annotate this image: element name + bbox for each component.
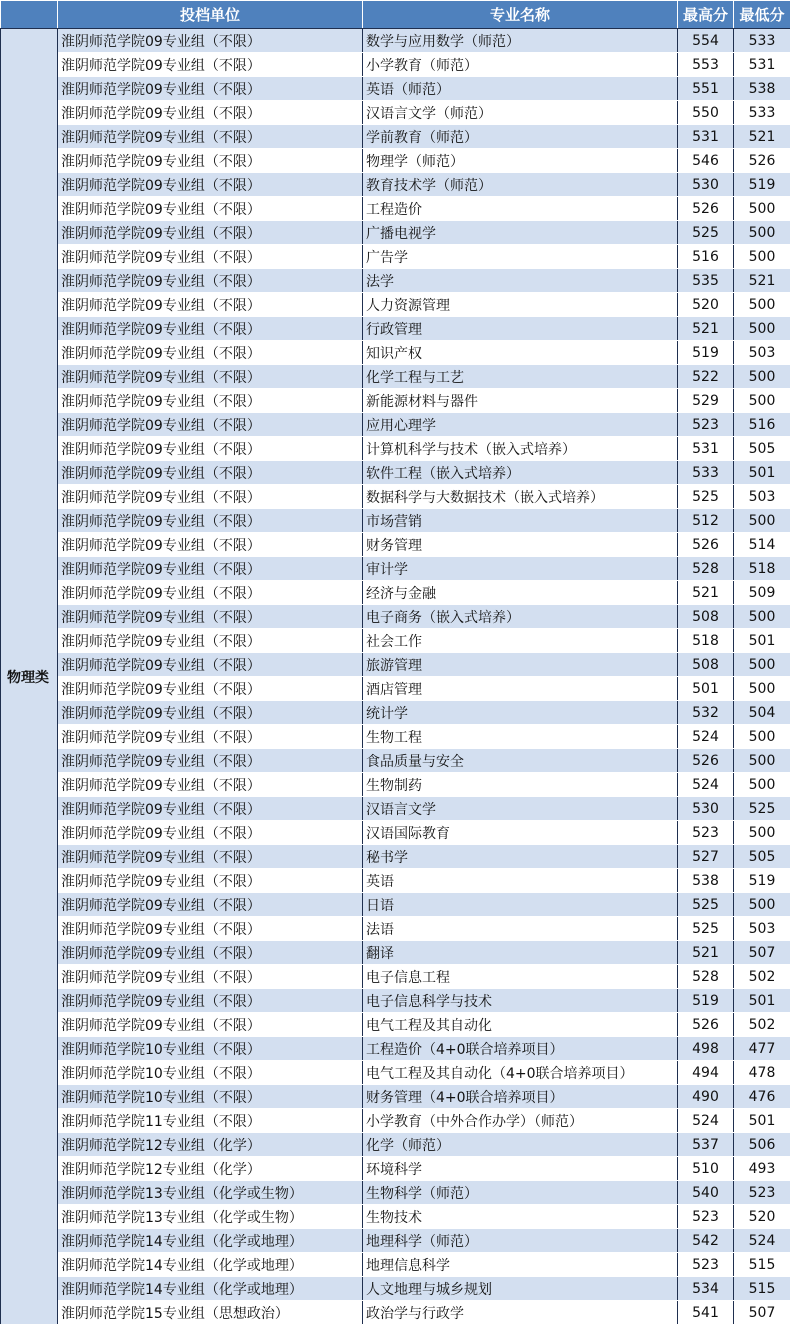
unit-cell: 淮阴师范学院09专业组（不限） [58,293,363,317]
min-score-cell: 500 [734,389,790,413]
unit-cell: 淮阴师范学院09专业组（不限） [58,317,363,341]
major-cell: 生物科学（师范） [363,1181,678,1205]
min-score-cell: 500 [734,821,790,845]
max-score-cell: 553 [678,53,734,77]
major-cell: 人力资源管理 [363,293,678,317]
major-cell: 化学工程与工艺 [363,365,678,389]
unit-cell: 淮阴师范学院09专业组（不限） [58,773,363,797]
table-row [1,197,790,221]
min-score-cell: 476 [734,1085,790,1109]
max-score-cell: 521 [678,941,734,965]
table-row [1,53,790,77]
major-cell: 旅游管理 [363,653,678,677]
table-row [1,1277,790,1301]
table-row [1,269,790,293]
max-score-cell: 526 [678,1013,734,1037]
min-score-cell: 500 [734,725,790,749]
major-cell: 秘书学 [363,845,678,869]
major-cell: 生物工程 [363,725,678,749]
min-score-cell: 500 [734,677,790,701]
max-score-cell: 541 [678,1301,734,1325]
max-score-cell: 538 [678,869,734,893]
min-score-cell: 500 [734,773,790,797]
table-row [1,1109,790,1133]
min-score-cell: 507 [734,941,790,965]
max-score-cell: 550 [678,101,734,125]
major-cell: 学前教育（师范） [363,125,678,149]
max-score-cell: 526 [678,533,734,557]
max-score-cell: 512 [678,509,734,533]
min-score-cell: 500 [734,365,790,389]
unit-cell: 淮阴师范学院09专业组（不限） [58,125,363,149]
unit-cell: 淮阴师范学院09专业组（不限） [58,605,363,629]
major-cell: 统计学 [363,701,678,725]
max-score-cell: 508 [678,653,734,677]
major-cell: 市场营销 [363,509,678,533]
max-score-cell: 535 [678,269,734,293]
max-score-cell: 525 [678,485,734,509]
max-score-cell: 519 [678,989,734,1013]
unit-cell: 淮阴师范学院14专业组（化学或地理） [58,1253,363,1277]
min-score-cell: 500 [734,653,790,677]
table-row [1,149,790,173]
min-score-cell: 500 [734,509,790,533]
table-row [1,1133,790,1157]
table-row [1,245,790,269]
category-cell: 物理类 [1,29,58,1325]
major-cell: 教育技术学（师范） [363,173,678,197]
unit-cell: 淮阴师范学院09专业组（不限） [58,893,363,917]
table-row [1,557,790,581]
min-score-cell: 521 [734,269,790,293]
min-score-cell: 521 [734,125,790,149]
unit-cell: 淮阴师范学院09专业组（不限） [58,581,363,605]
min-score-cell: 503 [734,917,790,941]
table-row [1,293,790,317]
major-cell: 应用心理学 [363,413,678,437]
min-score-cell: 538 [734,77,790,101]
unit-cell: 淮阴师范学院09专业组（不限） [58,797,363,821]
major-cell: 工程造价 [363,197,678,221]
max-score-cell: 518 [678,629,734,653]
table-row [1,821,790,845]
table-row [1,629,790,653]
header-corner [1,1,58,29]
max-score-cell: 523 [678,1253,734,1277]
major-cell: 广播电视学 [363,221,678,245]
major-cell: 电子商务（嵌入式培养） [363,605,678,629]
min-score-cell: 504 [734,701,790,725]
header-max-score: 最高分 [678,1,734,29]
major-cell: 生物技术 [363,1205,678,1229]
table-row [1,461,790,485]
major-cell: 电气工程及其自动化（4+0联合培养项目） [363,1061,678,1085]
max-score-cell: 527 [678,845,734,869]
table-row [1,701,790,725]
table-row [1,653,790,677]
unit-cell: 淮阴师范学院09专业组（不限） [58,917,363,941]
unit-cell: 淮阴师范学院09专业组（不限） [58,365,363,389]
table-row [1,101,790,125]
major-cell: 新能源材料与器件 [363,389,678,413]
unit-cell: 淮阴师范学院09专业组（不限） [58,1013,363,1037]
max-score-cell: 537 [678,1133,734,1157]
max-score-cell: 551 [678,77,734,101]
unit-cell: 淮阴师范学院09专业组（不限） [58,989,363,1013]
unit-cell: 淮阴师范学院15专业组（思想政治） [58,1301,363,1325]
unit-cell: 淮阴师范学院09专业组（不限） [58,173,363,197]
min-score-cell: 505 [734,845,790,869]
unit-cell: 淮阴师范学院09专业组（不限） [58,389,363,413]
unit-cell: 淮阴师范学院11专业组（不限） [58,1109,363,1133]
major-cell: 人文地理与城乡规划 [363,1277,678,1301]
major-cell: 财务管理 [363,533,678,557]
min-score-cell: 516 [734,413,790,437]
min-score-cell: 502 [734,1013,790,1037]
max-score-cell: 531 [678,437,734,461]
table-row [1,533,790,557]
max-score-cell: 525 [678,917,734,941]
unit-cell: 淮阴师范学院09专业组（不限） [58,941,363,965]
table-row [1,1205,790,1229]
table-row [1,1301,790,1325]
unit-cell: 淮阴师范学院09专业组（不限） [58,413,363,437]
major-cell: 英语 [363,869,678,893]
header-major: 专业名称 [363,1,678,29]
unit-cell: 淮阴师范学院09专业组（不限） [58,725,363,749]
max-score-cell: 524 [678,725,734,749]
table-row [1,1229,790,1253]
min-score-cell: 515 [734,1277,790,1301]
unit-cell: 淮阴师范学院10专业组（不限） [58,1085,363,1109]
major-cell: 软件工程（嵌入式培养） [363,461,678,485]
table-row [1,221,790,245]
table-row [1,1253,790,1277]
major-cell: 工程造价（4+0联合培养项目） [363,1037,678,1061]
major-cell: 地理科学（师范） [363,1229,678,1253]
unit-cell: 淮阴师范学院09专业组（不限） [58,701,363,725]
major-cell: 英语（师范） [363,77,678,101]
max-score-cell: 525 [678,893,734,917]
max-score-cell: 526 [678,749,734,773]
table-row [1,365,790,389]
unit-cell: 淮阴师范学院09专业组（不限） [58,869,363,893]
unit-cell: 淮阴师范学院09专业组（不限） [58,53,363,77]
table-row [1,125,790,149]
table-row [1,1013,790,1037]
max-score-cell: 531 [678,125,734,149]
table-row [1,173,790,197]
min-score-cell: 500 [734,245,790,269]
min-score-cell: 500 [734,317,790,341]
table-row [1,1061,790,1085]
unit-cell: 淮阴师范学院13专业组（化学或生物） [58,1205,363,1229]
major-cell: 财务管理（4+0联合培养项目） [363,1085,678,1109]
min-score-cell: 531 [734,53,790,77]
major-cell: 广告学 [363,245,678,269]
unit-cell: 淮阴师范学院10专业组（不限） [58,1061,363,1085]
unit-cell: 淮阴师范学院09专业组（不限） [58,269,363,293]
unit-cell: 淮阴师范学院13专业组（化学或生物） [58,1181,363,1205]
major-cell: 行政管理 [363,317,678,341]
major-cell: 生物制药 [363,773,678,797]
table-row [1,317,790,341]
header-min-score: 最低分 [734,1,790,29]
min-score-cell: 477 [734,1037,790,1061]
max-score-cell: 521 [678,581,734,605]
table-row [1,941,790,965]
max-score-cell: 534 [678,1277,734,1301]
major-cell: 法学 [363,269,678,293]
unit-cell: 淮阴师范学院09专业组（不限） [58,461,363,485]
major-cell: 汉语言文学 [363,797,678,821]
table-body [1,29,790,1325]
min-score-cell: 500 [734,221,790,245]
max-score-cell: 522 [678,365,734,389]
unit-cell: 淮阴师范学院09专业组（不限） [58,485,363,509]
table-row [1,1085,790,1109]
major-cell: 小学教育（中外合作办学）（师范） [363,1109,678,1133]
unit-cell: 淮阴师范学院09专业组（不限） [58,341,363,365]
min-score-cell: 501 [734,1109,790,1133]
max-score-cell: 554 [678,29,734,53]
unit-cell: 淮阴师范学院09专业组（不限） [58,653,363,677]
major-cell: 汉语国际教育 [363,821,678,845]
min-score-cell: 503 [734,341,790,365]
unit-cell: 淮阴师范学院09专业组（不限） [58,557,363,581]
major-cell: 食品质量与安全 [363,749,678,773]
min-score-cell: 519 [734,173,790,197]
max-score-cell: 520 [678,293,734,317]
max-score-cell: 526 [678,197,734,221]
min-score-cell: 518 [734,557,790,581]
min-score-cell: 526 [734,149,790,173]
max-score-cell: 546 [678,149,734,173]
max-score-cell: 540 [678,1181,734,1205]
unit-cell: 淮阴师范学院09专业组（不限） [58,509,363,533]
min-score-cell: 509 [734,581,790,605]
min-score-cell: 524 [734,1229,790,1253]
max-score-cell: 528 [678,965,734,989]
table-row [1,485,790,509]
table-row [1,893,790,917]
unit-cell: 淮阴师范学院14专业组（化学或地理） [58,1229,363,1253]
min-score-cell: 525 [734,797,790,821]
min-score-cell: 500 [734,893,790,917]
major-cell: 环境科学 [363,1157,678,1181]
max-score-cell: 524 [678,1109,734,1133]
table-row [1,77,790,101]
min-score-cell: 500 [734,605,790,629]
unit-cell: 淮阴师范学院09专业组（不限） [58,437,363,461]
major-cell: 地理信息科学 [363,1253,678,1277]
major-cell: 经济与金融 [363,581,678,605]
major-cell: 法语 [363,917,678,941]
min-score-cell: 514 [734,533,790,557]
major-cell: 政治学与行政学 [363,1301,678,1325]
major-cell: 审计学 [363,557,678,581]
max-score-cell: 490 [678,1085,734,1109]
max-score-cell: 530 [678,797,734,821]
min-score-cell: 500 [734,293,790,317]
major-cell: 汉语言文学（师范） [363,101,678,125]
table-row [1,605,790,629]
table-row [1,29,790,53]
unit-cell: 淮阴师范学院09专业组（不限） [58,197,363,221]
table-row [1,773,790,797]
min-score-cell: 533 [734,29,790,53]
major-cell: 化学（师范） [363,1133,678,1157]
major-cell: 电气工程及其自动化 [363,1013,678,1037]
min-score-cell: 502 [734,965,790,989]
min-score-cell: 501 [734,629,790,653]
unit-cell: 淮阴师范学院09专业组（不限） [58,749,363,773]
major-cell: 日语 [363,893,678,917]
unit-cell: 淮阴师范学院09专业组（不限） [58,965,363,989]
unit-cell: 淮阴师范学院09专业组（不限） [58,77,363,101]
min-score-cell: 505 [734,437,790,461]
major-cell: 数学与应用数学（师范） [363,29,678,53]
max-score-cell: 494 [678,1061,734,1085]
max-score-cell: 508 [678,605,734,629]
major-cell: 电子信息工程 [363,965,678,989]
table-row [1,677,790,701]
major-cell: 电子信息科学与技术 [363,989,678,1013]
table-row [1,341,790,365]
min-score-cell: 501 [734,461,790,485]
min-score-cell: 478 [734,1061,790,1085]
major-cell: 物理学（师范） [363,149,678,173]
table-row [1,1037,790,1061]
table-row [1,1181,790,1205]
major-cell: 酒店管理 [363,677,678,701]
unit-cell: 淮阴师范学院09专业组（不限） [58,677,363,701]
table-row [1,509,790,533]
max-score-cell: 542 [678,1229,734,1253]
min-score-cell: 520 [734,1205,790,1229]
max-score-cell: 523 [678,413,734,437]
table-row [1,797,790,821]
min-score-cell: 500 [734,749,790,773]
unit-cell: 淮阴师范学院09专业组（不限） [58,629,363,653]
max-score-cell: 533 [678,461,734,485]
table-row [1,917,790,941]
min-score-cell: 523 [734,1181,790,1205]
min-score-cell: 500 [734,197,790,221]
min-score-cell: 515 [734,1253,790,1277]
unit-cell: 淮阴师范学院09专业组（不限） [58,845,363,869]
major-cell: 翻译 [363,941,678,965]
table-row [1,437,790,461]
max-score-cell: 521 [678,317,734,341]
min-score-cell: 533 [734,101,790,125]
unit-cell: 淮阴师范学院14专业组（化学或地理） [58,1277,363,1301]
max-score-cell: 530 [678,173,734,197]
unit-cell: 淮阴师范学院09专业组（不限） [58,101,363,125]
max-score-cell: 519 [678,341,734,365]
table-header-row [1,1,790,29]
table-row [1,749,790,773]
table-row [1,989,790,1013]
max-score-cell: 528 [678,557,734,581]
header-unit: 投档单位 [58,1,363,29]
unit-cell: 淮阴师范学院09专业组（不限） [58,29,363,53]
max-score-cell: 498 [678,1037,734,1061]
table-row [1,1157,790,1181]
table-row [1,845,790,869]
unit-cell: 淮阴师范学院09专业组（不限） [58,149,363,173]
major-cell: 数据科学与大数据技术（嵌入式培养） [363,485,678,509]
max-score-cell: 510 [678,1157,734,1181]
major-cell: 社会工作 [363,629,678,653]
table-row [1,725,790,749]
unit-cell: 淮阴师范学院09专业组（不限） [58,221,363,245]
major-cell: 知识产权 [363,341,678,365]
major-cell: 小学教育（师范） [363,53,678,77]
max-score-cell: 525 [678,221,734,245]
min-score-cell: 501 [734,989,790,1013]
unit-cell: 淮阴师范学院12专业组（化学） [58,1157,363,1181]
max-score-cell: 529 [678,389,734,413]
unit-cell: 淮阴师范学院09专业组（不限） [58,533,363,557]
min-score-cell: 506 [734,1133,790,1157]
min-score-cell: 503 [734,485,790,509]
table-row [1,869,790,893]
max-score-cell: 523 [678,821,734,845]
unit-cell: 淮阴师范学院10专业组（不限） [58,1037,363,1061]
table-row [1,581,790,605]
unit-cell: 淮阴师范学院09专业组（不限） [58,245,363,269]
max-score-cell: 532 [678,701,734,725]
max-score-cell: 524 [678,773,734,797]
min-score-cell: 519 [734,869,790,893]
max-score-cell: 523 [678,1205,734,1229]
max-score-cell: 516 [678,245,734,269]
max-score-cell: 501 [678,677,734,701]
major-cell: 计算机科学与技术（嵌入式培养） [363,437,678,461]
unit-cell: 淮阴师范学院09专业组（不限） [58,821,363,845]
min-score-cell: 507 [734,1301,790,1325]
unit-cell: 淮阴师范学院12专业组（化学） [58,1133,363,1157]
min-score-cell: 493 [734,1157,790,1181]
table-row [1,965,790,989]
table-row [1,389,790,413]
table-row [1,413,790,437]
